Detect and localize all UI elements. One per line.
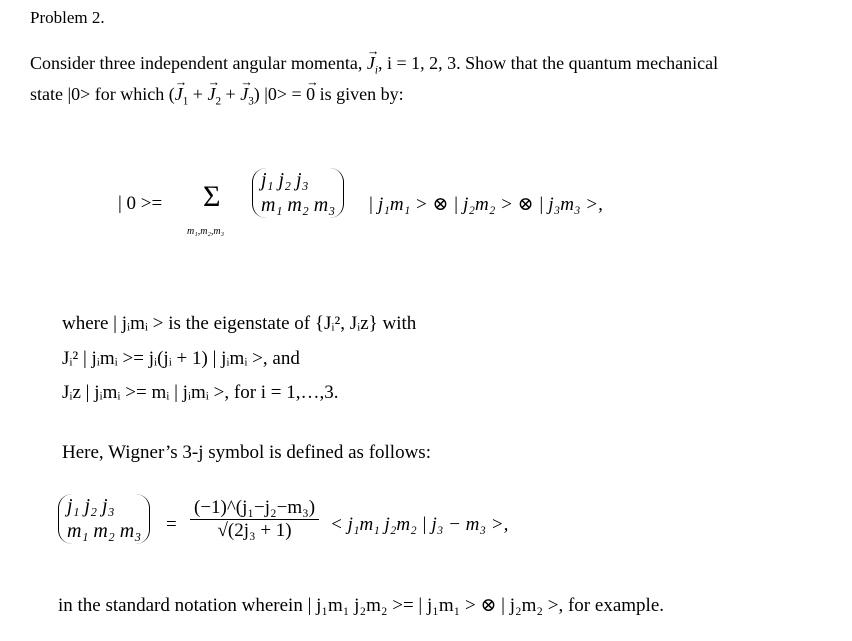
vector-J2-subscript: 2 <box>215 95 222 108</box>
intro-line-1 <box>30 53 718 77</box>
intro-line2-prefix: state |0> for which ( <box>30 84 175 104</box>
j-squared-eigenvalue: Jᵢ² | jᵢmᵢ >= jᵢ(jᵢ + 1) | jᵢmᵢ >, and <box>62 348 300 369</box>
vector-J2: → J <box>207 84 215 105</box>
wigner-rhs: < j₁m₁ j₂m₂ | j₃ − m₃ >, <box>330 514 509 535</box>
summation-index: m₁,m₂,m₃ <box>187 226 225 237</box>
vector-J1-subscript: 1 <box>182 95 189 108</box>
wigner-3j-row-j: j₁ j₂ j₃ <box>67 495 115 517</box>
wigner-fraction <box>190 497 319 542</box>
intro-line2-suffix: is given by: <box>315 84 404 104</box>
zero-vector: → 0 <box>306 84 315 105</box>
wigner-3j-row-m: m₁ m₂ m₃ <box>67 520 142 542</box>
plus-sign-1: + <box>188 84 208 104</box>
wigner-denominator: √(2j₃ + 1) <box>217 520 292 541</box>
problem-title: Problem 2. <box>30 8 105 27</box>
main-3j-row-j: j₁ j₂ j₃ <box>261 169 309 191</box>
wigner-numerator: (−1)^(j₁−j₂−m₃) <box>190 497 319 520</box>
intro-line1-prefix: Consider three independent angular momenta, <box>30 53 367 73</box>
main-3j-symbol <box>252 168 344 218</box>
main-equation-rhs: | j₁m₁ > ⊗ | j₂m₂ > ⊗ | j₃m₃ >, <box>368 194 603 215</box>
vector-J1: → J <box>175 84 183 105</box>
main-equation-lhs: | 0 >= <box>118 193 163 214</box>
notation-line: in the standard notation wherein | j₁m₁ j₂m₂ >= | j₁m₁ > ⊗ | j₂m₂ >, for example. <box>58 595 664 616</box>
plus-sign-2: + <box>221 84 241 104</box>
vector-J-subscript: i <box>374 64 379 77</box>
wigner-equals: = <box>166 514 177 535</box>
main-3j-row-m: m₁ m₂ m₃ <box>261 194 336 216</box>
jz-eigenvalue: Jᵢz | jᵢmᵢ >= mᵢ | jᵢmᵢ >, for i = 1,…,3. <box>62 382 339 403</box>
eigenstate-definition: where | jᵢmᵢ > is the eigenstate of {Jᵢ², Jᵢz} with <box>62 313 417 334</box>
intro-line2-mid: ) |0> = <box>253 84 307 104</box>
wigner-intro: Here, Wigner’s 3-j symbol is defined as follows: <box>62 442 431 463</box>
vector-J3: → J <box>240 84 248 105</box>
vector-J3-subscript: 3 <box>248 95 254 108</box>
vector-J-i: → J <box>367 53 375 74</box>
intro-line-2 <box>30 84 404 108</box>
summation-sigma: Σ <box>203 180 221 213</box>
wigner-3j-symbol <box>58 494 150 544</box>
intro-line1-suffix: , i = 1, 2, 3. Show that the quantum mechanical <box>378 53 719 73</box>
